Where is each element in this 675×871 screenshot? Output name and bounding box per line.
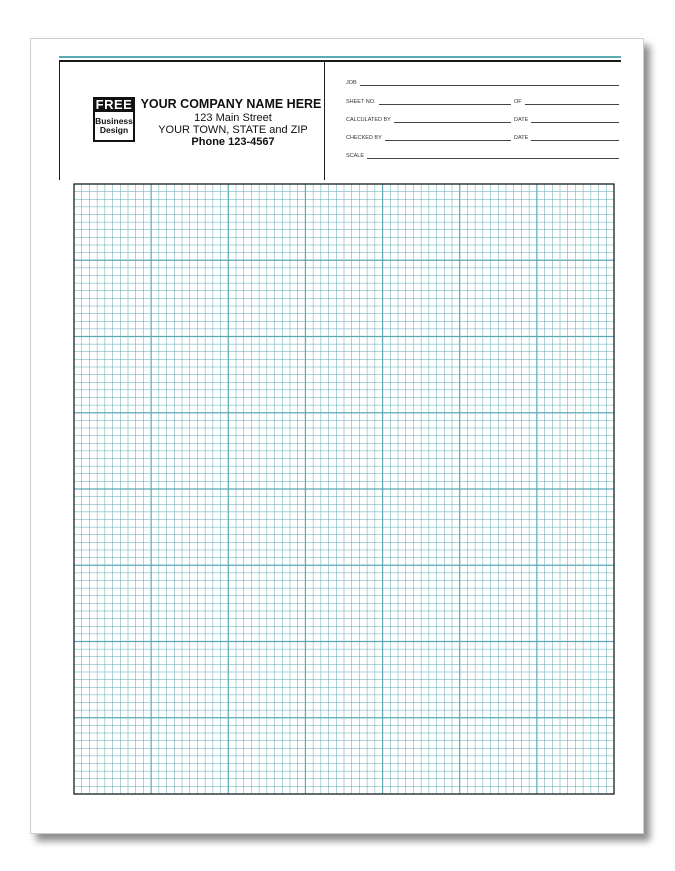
top-dark-rule	[59, 60, 621, 62]
calculated-by-field[interactable]	[346, 113, 511, 123]
date-line-1	[531, 116, 619, 123]
checked-by-field[interactable]	[346, 131, 511, 141]
job-line	[360, 79, 619, 86]
scale-label: SCALE	[346, 153, 365, 159]
scale-field[interactable]	[346, 149, 619, 159]
logo-business-design	[95, 112, 133, 140]
checked-by-line	[385, 134, 511, 141]
company-name: YOUR COMPANY NAME HERE	[140, 97, 322, 111]
logo-line-business: Business	[95, 115, 133, 126]
graph-paper-sheet	[30, 38, 644, 834]
free-business-design-logo	[93, 97, 135, 142]
date-label-1: DATE	[514, 117, 529, 123]
date-line-2	[531, 134, 619, 141]
of-label: OF	[514, 99, 522, 105]
graph-grid	[73, 183, 633, 823]
sheet-no-line	[379, 98, 511, 105]
checked-by-label: CHECKED BY	[346, 135, 382, 141]
calculated-by-line	[394, 116, 511, 123]
top-teal-rule	[59, 56, 621, 58]
company-block	[140, 97, 323, 148]
job-field[interactable]	[346, 76, 619, 86]
graph-grid-area	[73, 183, 633, 828]
company-address: 123 Main Street	[194, 112, 272, 124]
scale-line	[367, 152, 619, 159]
sheet-no-field[interactable]	[346, 95, 511, 105]
date-label-2: DATE	[514, 135, 529, 141]
sheet-no-label: SHEET NO.	[346, 99, 376, 105]
company-phone: Phone 123-4567	[191, 136, 275, 148]
company-town: YOUR TOWN, STATE and ZIP	[158, 124, 308, 136]
left-header-rule	[59, 60, 60, 180]
date-field-1[interactable]	[514, 113, 619, 123]
header-divider	[324, 60, 325, 180]
logo-free-text: FREE	[95, 97, 133, 112]
calculated-by-label: CALCULATED BY	[346, 117, 391, 123]
logo-line-design: Design	[99, 125, 129, 135]
job-label: JOB	[346, 80, 357, 86]
date-field-2[interactable]	[514, 131, 619, 141]
of-line	[525, 98, 619, 105]
of-field[interactable]	[514, 95, 619, 105]
